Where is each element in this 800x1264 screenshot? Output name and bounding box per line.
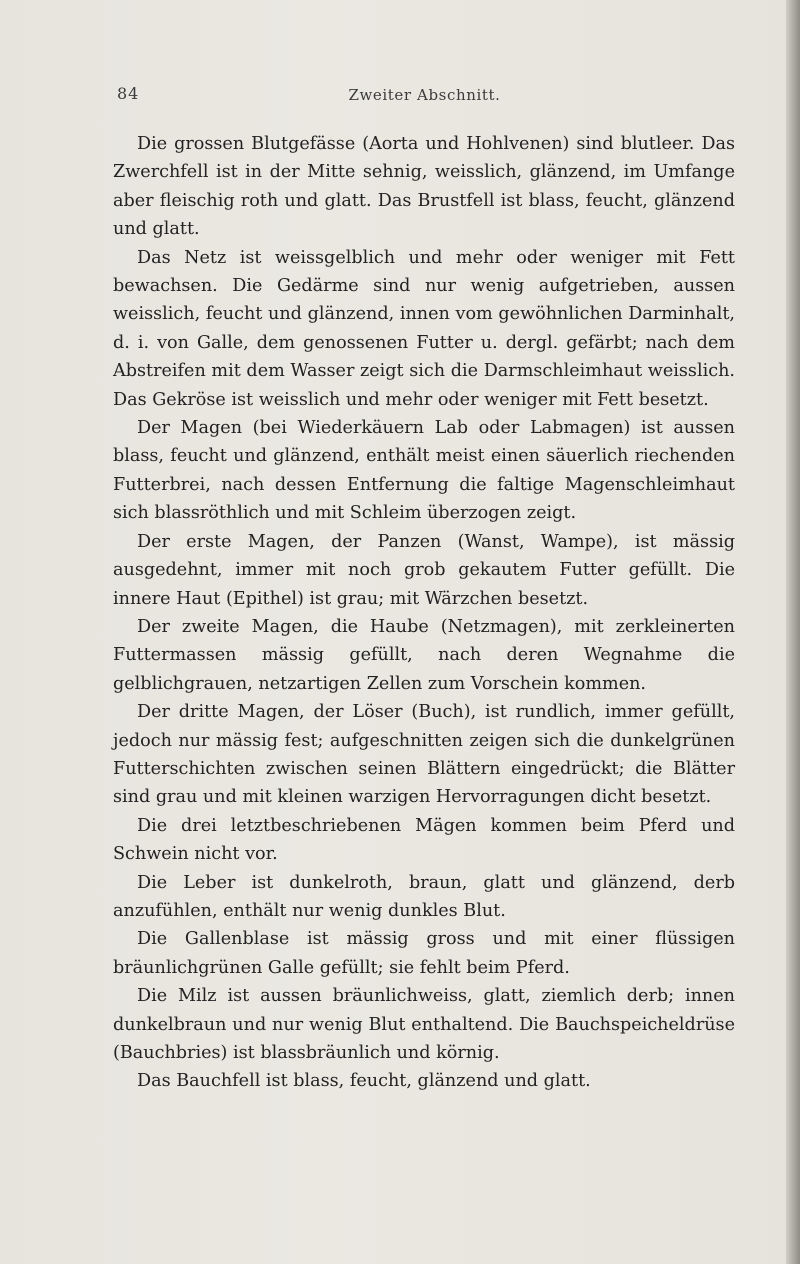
- page-header: [117, 84, 732, 110]
- paragraph-omasum: Der dritte Magen, der Löser (Buch), ist rundlich, immer gefüllt, jedoch nur mässig fest; aufgeschnitten zeigen sich die dunkelgrünen Futterschichten zwischen seinen Blättern eingedrückt; die Blätter sind grau und mit kleinen warzigen Hervorragungen dicht besetzt.: [113, 702, 735, 808]
- paragraph-liver: Die Leber ist dunkelroth, braun, glatt und glänzend, derb anzufühlen, enthält nur wenig dunkles Blut.: [113, 872, 735, 921]
- paragraph-gallbladder: Die Gallenblase ist mässig gross und mit einer flüssigen bräunlichgrünen Galle gefüllt; sie fehlt beim Pferd.: [113, 929, 735, 978]
- paragraph-peritoneum: Das Bauchfell ist blass, feucht, glänzend und glatt.: [137, 1071, 591, 1092]
- paragraph-stomach: Der Magen (bei Wiederkäuern Lab oder Labmagen) ist aussen blass, feucht und glänzend, enthält meist einen säuerlich riechenden Futterbrei, nach dessen Entfernung die faltige Magenschleimhaut sich blassröthlich und mit Schleim überzogen zeigt.: [113, 418, 735, 524]
- body-text: [113, 130, 735, 1096]
- paragraph-reticulum: Der zweite Magen, die Haube (Netzmagen), mit zerkleinerten Futtermassen mässig gefüllt, nach deren Wegnahme die gelblichgrauen, netzartigen Zellen zum Vorschein kommen.: [113, 616, 735, 694]
- running-title: Zweiter Abschnitt.: [348, 86, 501, 104]
- paragraph-omentum-intestines: Das Netz ist weissgelblich und mehr oder weniger mit Fett bewachsen. Die Gedärme sind nur wenig aufgetrieben, aussen weisslich, feucht und glänzend, innen vom gewöhnlichen Darminhalt, d. i. von Galle, dem genossenen Futter u. dergl. gefärbt; nach dem Abstreifen mit dem Wasser zeigt sich die Darmschleimhaut weisslich. Das Gekröse ist weisslich und mehr oder weniger mit Fett besetzt.: [113, 247, 735, 410]
- paragraph-rumen: Der erste Magen, der Panzen (Wanst, Wampe), ist mässig ausgedehnt, immer mit noch grob gekautem Futter gefüllt. Die innere Haut (Epithel) ist grau; mit Wärzchen besetzt.: [113, 531, 735, 609]
- paragraph-blood-vessels: Die grossen Blutgefässe (Aorta und Hohlvenen) sind blutleer. Das Zwerchfell ist in der Mitte sehnig, weisslich, glänzend, im Umfange aber fleischig roth und glatt. Das Brustfell ist blass, feucht, glänzend und glatt.: [113, 134, 735, 240]
- page-number: 84: [117, 84, 140, 103]
- page-edge-shadow: [786, 0, 800, 1264]
- paragraph-horse-pig-note: Die drei letztbeschriebenen Mägen kommen beim Pferd und Schwein nicht vor.: [113, 815, 735, 865]
- paragraph-spleen-pancreas: Die Milz ist aussen bräunlichweiss, glatt, ziemlich derb; innen dunkelbraun und nur wenig Blut enthaltend. Die Bauchspeicheldrüse (Bauchbries) ist blassbräunlich und körnig.: [113, 986, 735, 1063]
